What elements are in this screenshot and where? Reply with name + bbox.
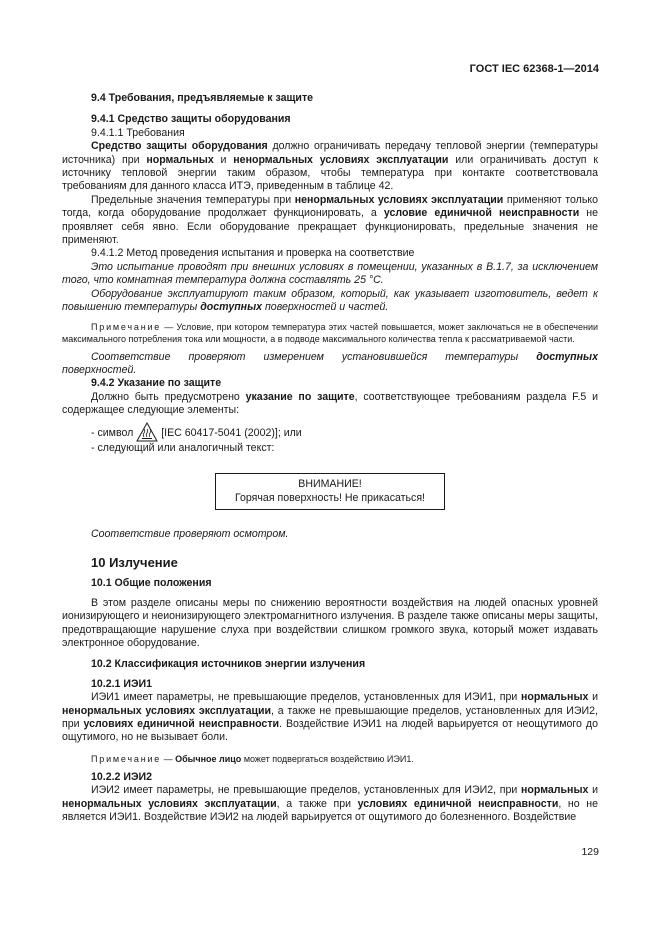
note-9-4-1-2: Примечание — Условие, при котором температура этих частей повышается, может заключаться не в обеспечении максимального потребления тока или мощности, а в подводе максимального количества тепла к рассматриваемой части. <box>62 321 598 344</box>
inspection-check-text: Соответствие проверяют осмотром. <box>91 527 289 540</box>
hot-surface-warning-icon <box>136 422 158 442</box>
page-number: 129 <box>581 846 599 858</box>
section-9-4-1-1-title: 9.4.1.1 Требования <box>91 126 185 139</box>
paragraph-9-4-1-1-a: Средство защиты оборудования должно ограничивать передачу тепловой энергии (температуры источника) при нормальных и ненормальных условиях эксплуатации или ограничивать доступ к источнику тепловой энергии таким образом, чтобы температура при контакте соответствовала требованиям для данного класса ИТЭ, приведенным в таблице 42. <box>62 140 598 193</box>
test-conditions-text: Это испытание проводят при внешних условиях в помещении, указанных в В.1.7, за исключением того, что комнатная температура должна составлять 25 °С. <box>62 260 598 287</box>
paragraph-9-4-2: Должно быть предусмотрено указание по защите, соответствующее требованиям раздела F.5 и содержащее следующие элементы: <box>62 390 599 417</box>
section-10-2-2-title: 10.2.2 ИЭИ2 <box>91 770 153 783</box>
warning-box <box>215 473 445 510</box>
warning-box-text: Горячая поверхность! Не прикасаться! <box>234 491 425 504</box>
section-10-2-title: 10.2 Классификация источников энергии излучения <box>91 658 366 671</box>
page-content <box>62 92 598 824</box>
section-10-1-title: 10.1 Общие положения <box>91 577 212 590</box>
section-9-4-title: 9.4 Требования, предъявляемые к защите <box>91 92 314 104</box>
operation-text: Оборудование эксплуатируют таким образом, который, как указывает изготовитель, ведет к повышению температуры доступных поверхностей и частей. <box>62 287 598 314</box>
paragraph-10-2-2: ИЭИ2 имеет параметры, не превышающие пределов, установленных для ИЭИ2, при нормальных и ненормальных условиях эксплуатации, а также при условиях единичной неисправности, но не является ИЭИ1. Воздействие ИЭИ2 на людей варьируется от ощутимого до болезненного. Воздействие <box>62 784 598 824</box>
section-9-4-1-2-title: 9.4.1.2 Метод проведения испытания и проверка на соответствие <box>91 247 415 260</box>
standard-header: ГОСТ IEC 62368-1—2014 <box>469 63 599 75</box>
section-10-title: 10 Излучение <box>91 555 178 571</box>
paragraph-10-2-1: ИЭИ1 имеет параметры, не превышающие пределов, установленных для ИЭИ1, при нормальных и ненормальных условиях эксплуатации, а также не превышающие пределов, установленных для ИЭИ2, при условиях единичной неисправности. Воздействие ИЭИ1 на людей варьируется от неощутимого до ощутимого, но не вызывает боли. <box>62 691 598 744</box>
section-10-2-1-title: 10.2.1 ИЭИ1 <box>91 677 153 690</box>
paragraph-10-1: В этом разделе описаны меры по снижению вероятности воздействия на людей опасных уровней ионизирующего и неионизирующего электромагнитного излучения. В разделе также описаны меры защиты, предотвращающие нарушение слуха при воздействии слишком громкого звука, который может издавать электронное оборудование. <box>62 596 598 649</box>
note-10-2-1: Примечание — Обычное лицо может подвергаться воздействию ИЭИ1. <box>91 753 414 764</box>
section-9-4-2-title: 9.4.2 Указание по защите <box>91 377 222 390</box>
warning-box-title: ВНИМАНИЕ! <box>298 477 362 490</box>
list-item-symbol: - символ [IEC 60417-5041 (2002)]; или <box>62 422 598 442</box>
list-item-text: - следующий или аналогичный текст: <box>91 441 275 454</box>
section-9-4-1-title: 9.4.1 Средство защиты оборудования <box>91 113 291 126</box>
compliance-check-text: Соответствие проверяют измерением установившейся температуры доступных поверхностей. <box>62 350 598 376</box>
paragraph-9-4-1-1-b: Предельные значения температуры при ненормальных условиях эксплуатации применяют только тогда, когда оборудование продолжает функционировать, а условие единичной неисправности не проявляет себя явно. Если оборудование прекращает функционировать, предельные значения не применяют. <box>62 193 598 247</box>
